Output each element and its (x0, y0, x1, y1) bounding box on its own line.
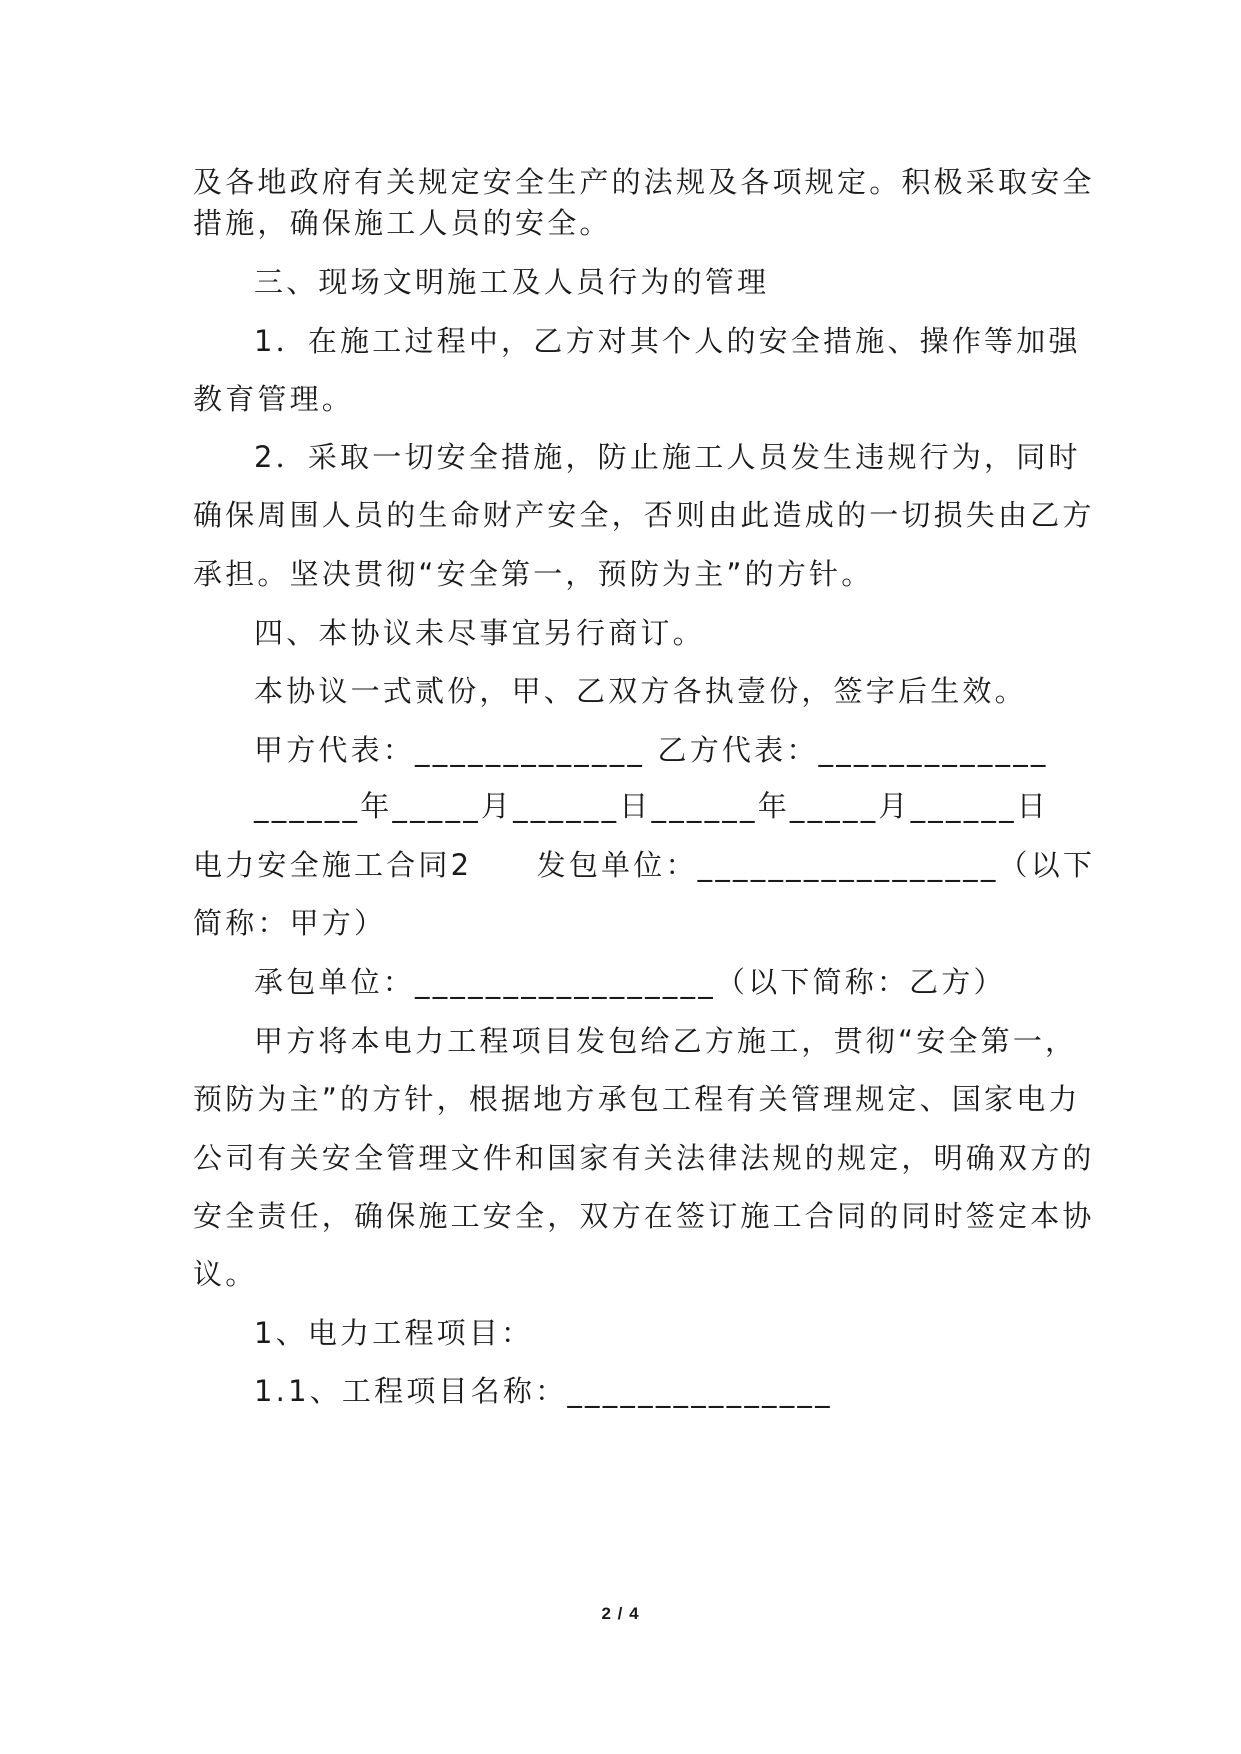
contract-title-line: 电力安全施工合同2 发包单位：_________________（以下 (193, 848, 1096, 882)
text-line: 措施，确保施工人员的安全。 (193, 206, 612, 240)
text-line: 1．在施工过程中，乙方对其个人的安全措施、操作等加强 (254, 324, 1081, 358)
page-number: 2 / 4 (601, 1604, 640, 1623)
text-line: 预防为主”的方针，根据地方承包工程有关管理规定、国家电力 (193, 1082, 1081, 1116)
text-line: 本协议一式贰份，甲、乙双方各执壹份，签字后生效。 (254, 674, 1027, 708)
text-line: 公司有关安全管理文件和国家有关法律法规的规定，明确双方的 (193, 1141, 1095, 1175)
text-line: 承包单位：_________________（以下简称：乙方） (254, 965, 1006, 999)
section-heading: 1、电力工程项目： (254, 1316, 534, 1350)
signature-line: 甲方代表：_____________ 乙方代表：_____________ (254, 733, 1049, 767)
text-line: 安全责任，确保施工安全，双方在签订施工合同的同时签定本协 (193, 1199, 1095, 1233)
text-line: 及各地政府有关规定安全生产的法规及各项规定。积极采取安全 (193, 165, 1095, 199)
text-line: 确保周围人员的生命财产安全，否则由此造成的一切损失由乙方 (193, 498, 1095, 532)
text-line: 2．采取一切安全措施，防止施工人员发生违规行为，同时 (254, 440, 1081, 474)
text-line: 甲方将本电力工程项目发包给乙方施工，贯彻“安全第一， (254, 1024, 1078, 1058)
text-line: 简称：甲方） (193, 906, 387, 940)
section-heading: 四、本协议未尽事宜另行商订。 (254, 616, 705, 650)
date-line: ______年_____月______日______年_____月______日 (254, 789, 1050, 823)
text-line: 教育管理。 (193, 382, 355, 416)
text-line: 承担。坚决贯彻“安全第一，预防为主”的方针。 (193, 557, 874, 591)
section-heading: 三、现场文明施工及人员行为的管理 (254, 265, 770, 299)
text-line: 议。 (193, 1257, 258, 1291)
text-line: 1.1、工程项目名称：_______________ (254, 1374, 833, 1408)
